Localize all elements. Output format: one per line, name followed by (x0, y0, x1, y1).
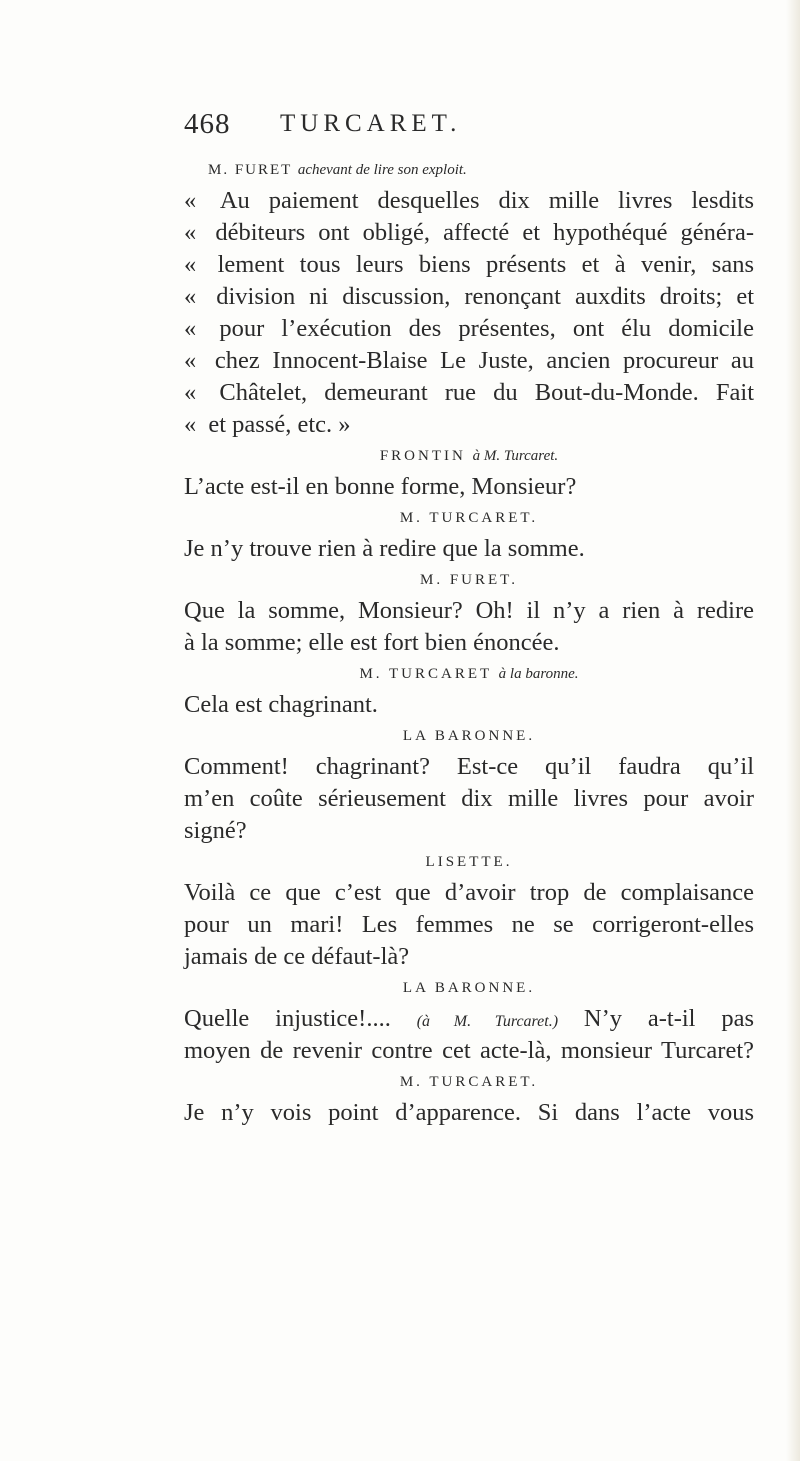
speaker-name: M. TURCARET (359, 666, 492, 682)
line-text: Que la somme, Monsieur? Oh! il n’y a rien à redire (184, 597, 754, 624)
speaker-name: FRONTIN (379, 448, 466, 464)
text-line (184, 1035, 754, 1067)
quote-mark: « (184, 315, 197, 342)
line-text: m’en coûte sérieusement dix mille livres pour avoir (184, 785, 754, 812)
text-line (184, 1097, 754, 1129)
line-text: lement tous leurs biens présents et à venir, sans (217, 251, 754, 278)
speaker-name: M. FURET (208, 162, 293, 178)
speaker-heading (184, 721, 754, 751)
line-text: Comment! chagrinant? Est-ce qu’il faudra qu’il (184, 753, 754, 780)
text-line (184, 217, 754, 249)
line-text: à la somme; elle est fort bien énoncée. (184, 629, 560, 656)
text-line (184, 533, 754, 565)
quote-mark: « (184, 251, 197, 278)
line-text: Châtelet, demeurant rue du Bout-du-Monde. Fait (219, 379, 754, 406)
page-number: 468 (184, 108, 231, 140)
running-title: TURCARET. (280, 110, 462, 137)
page-edge-shadow (786, 0, 800, 1461)
line-text: pour l’exécution des présentes, ont élu domicile (219, 315, 754, 342)
text-line (184, 1003, 754, 1035)
text-line (184, 409, 754, 441)
text-line (184, 941, 754, 973)
page-header (184, 108, 654, 148)
speaker-name: M. TURCARET. (399, 510, 539, 526)
quote-mark: « (184, 411, 197, 438)
line-text: Je n’y vois point d’apparence. Si dans l’acte vous (184, 1099, 754, 1126)
text-line (184, 815, 754, 847)
speaker-name: M. TURCARET. (399, 1074, 539, 1090)
page-body (184, 155, 754, 1129)
line-text: chez Innocent-Blaise Le Juste, ancien procureur au (214, 347, 754, 374)
line-text: pour un mari! Les femmes ne se corrigeront-elles (184, 911, 754, 938)
speaker-name: LA BARONNE. (402, 980, 536, 996)
text-line (184, 249, 754, 281)
text-line (184, 185, 754, 217)
text-line (184, 377, 754, 409)
text-line (184, 877, 754, 909)
stage-direction: à M. Turcaret. (472, 448, 559, 464)
stage-direction: à la baronne. (498, 666, 579, 682)
line-text: L’acte est-il en bonne forme, Monsieur? (184, 473, 577, 500)
speaker-heading (184, 503, 754, 533)
line-text: moyen de revenir contre cet acte-là, monsieur Turcaret? (184, 1037, 754, 1064)
text-line (184, 751, 754, 783)
quote-mark: « (184, 219, 197, 246)
line-text: Quelle injustice!.... (184, 1005, 391, 1032)
text-line (184, 281, 754, 313)
quote-mark: « (184, 187, 197, 214)
text-line (184, 471, 754, 503)
text-line (184, 595, 754, 627)
text-line (184, 783, 754, 815)
stage-direction: (à M. Turcaret.) (416, 1013, 559, 1030)
quote-mark: « (184, 283, 197, 310)
text-line (184, 627, 754, 659)
speaker-heading (184, 155, 754, 185)
line-text: Cela est chagrinant. (184, 691, 378, 718)
speaker-name: LISETTE. (425, 854, 513, 870)
stage-direction: achevant de lire son exploit. (297, 162, 467, 178)
line-text: débiteurs ont obligé, affecté et hypothéqué généra- (215, 219, 754, 246)
text-line (184, 313, 754, 345)
speaker-name: LA BARONNE. (402, 728, 536, 744)
line-text: jamais de ce défaut-là? (184, 943, 410, 970)
line-text: Voilà ce que c’est que d’avoir trop de complaisance (184, 879, 754, 906)
text-line (184, 345, 754, 377)
speaker-heading (184, 1067, 754, 1097)
quote-mark: « (184, 379, 197, 406)
text-line (184, 689, 754, 721)
speaker-heading (184, 441, 754, 471)
speaker-heading (184, 973, 754, 1003)
line-text: division ni discussion, renonçant auxdits droits; et (216, 283, 754, 310)
speaker-heading (184, 659, 754, 689)
line-text: Je n’y trouve rien à redire que la somme. (184, 535, 585, 562)
line-text: Au paiement desquelles dix mille livres lesdits (219, 187, 754, 214)
speaker-heading (184, 847, 754, 877)
quote-mark: « (184, 347, 197, 374)
line-text: et passé, etc. » (208, 411, 351, 438)
line-text-after: N’y a-t-il pas (583, 1005, 754, 1032)
text-line (184, 909, 754, 941)
speaker-name: M. FURET. (420, 572, 518, 588)
line-text: signé? (184, 817, 247, 844)
speaker-heading (184, 565, 754, 595)
